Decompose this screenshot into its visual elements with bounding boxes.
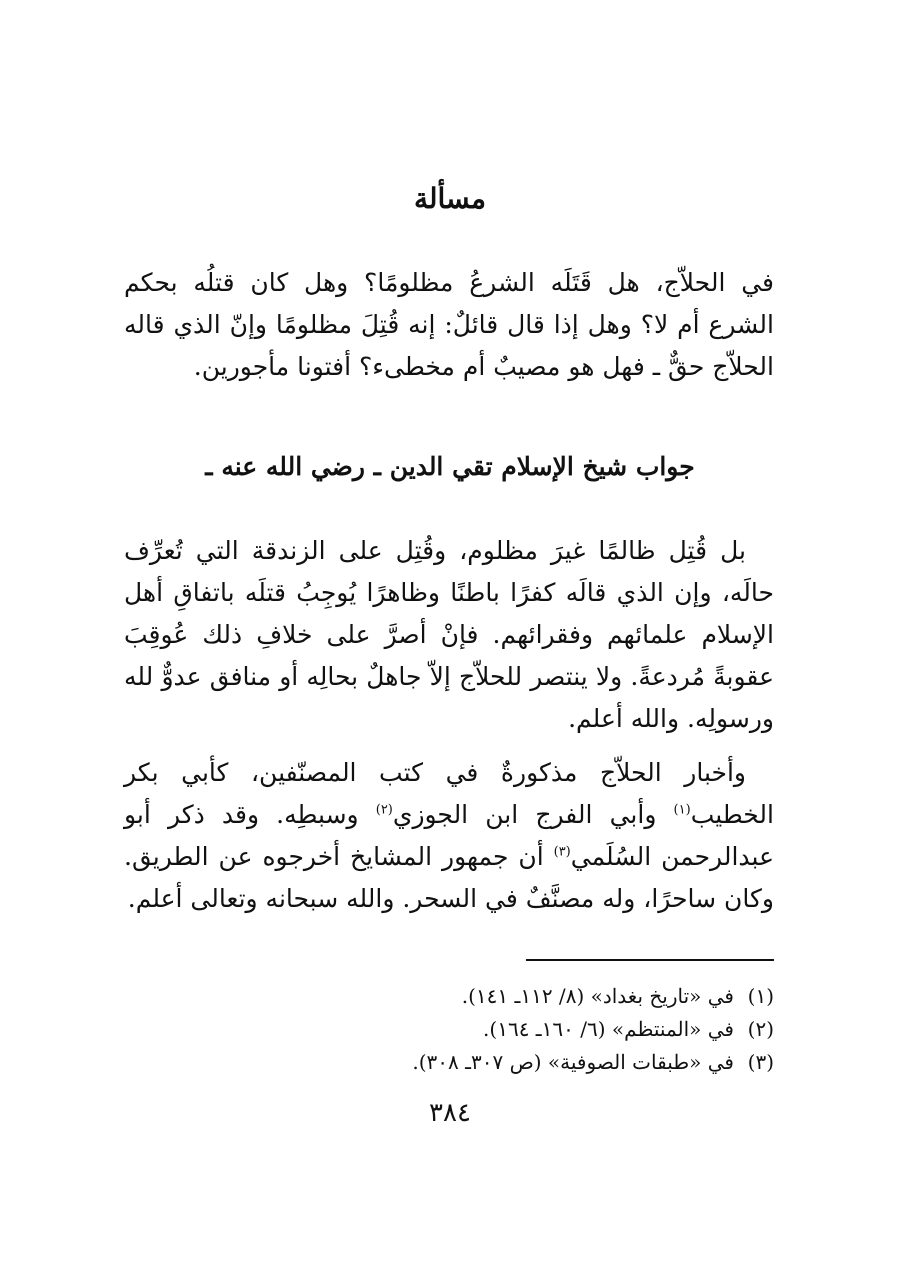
footnote-text: في «طبقات الصوفية» (ص ٣٠٧ـ ٣٠٨).	[412, 1050, 734, 1074]
answer-heading	[0, 452, 900, 481]
answer-paragraph-1: بل قُتِل ظالمًا غيرَ مظلوم، وقُتِل على الزندقة التي تُعرِّف حالَه، وإن الذي قالَه كفرًا باطنًا وظاهرًا يُوجِبُ قتلَه باتفاقِ أهل الإسلام علمائهم وفقرائهم. فإنْ أصرَّ على خلافِ ذلك عُوقِبَ عقوبةً مُردعةً. ولا ينتصر للحلاّج إلاّ جاهلٌ بحالِه أو منافق عدوٌّ لله ورسولِه. والله أعلم.	[124, 536, 774, 733]
page-number: ٣٨٤	[429, 1098, 471, 1128]
footnote-text: في «تاريخ بغداد» (٨/ ١١٢ـ ١٤١).	[461, 984, 734, 1008]
footnote-ref-2[interactable]: (٢)	[375, 802, 393, 818]
answer-paragraph-2-part-d: أن جمهور المشايخ أخرجوه عن الطريق. وكان ساحرًا، وله مصنَّفٌ في السحر. والله سبحانه وتعالى أعلم.	[124, 842, 774, 913]
footnote-number: (١)	[747, 984, 774, 1008]
answer-paragraph-2	[124, 752, 774, 920]
question-text: في الحلاّج، هل قَتَلَه الشرعُ مظلومًا؟ وهل كان قتلُه بحكم الشرع أم لا؟ وهل إذا قال قائلٌ: إنه قُتِلَ مظلومًا وإنّ الذي قاله الحلاّج حقٌّ ـ فهل هو مصيبٌ أم مخطىء؟ أفتونا مأجورين.	[124, 268, 774, 381]
answer-paragraph-2-part-b: وأبي الفرج ابن الجوزي	[392, 800, 674, 829]
footnote-number: (٣)	[747, 1050, 774, 1074]
footnote-item	[124, 980, 774, 1013]
footnote-divider	[526, 959, 774, 961]
footnote-item	[124, 1013, 774, 1046]
footnote-text: في «المنتظم» (٦/ ١٦٠ـ ١٦٤).	[483, 1017, 734, 1041]
footnote-ref-1[interactable]: (١)	[673, 802, 691, 818]
footnote-ref-3[interactable]: (٣)	[553, 844, 571, 860]
answer-body	[124, 530, 774, 932]
page-title: مسألة	[413, 182, 487, 215]
footnote-number: (٢)	[747, 1017, 774, 1041]
footnotes-list	[124, 980, 774, 1079]
answer-heading-bold: جواب	[635, 452, 695, 481]
answer-heading-rest: شيخ الإسلام تقي الدين ـ رضي الله عنه ـ	[205, 452, 636, 481]
answer-paragraph-2-part-c: وسبطِه. وقد ذكر أبو عبدالرحمن السُلَمي	[124, 800, 774, 871]
footnote-item	[124, 1046, 774, 1079]
answer-paragraph-2-part-a: وأخبار الحلاّج مذكورةٌ في كتب المصنّفين، كأبي بكر الخطيب	[124, 758, 774, 829]
